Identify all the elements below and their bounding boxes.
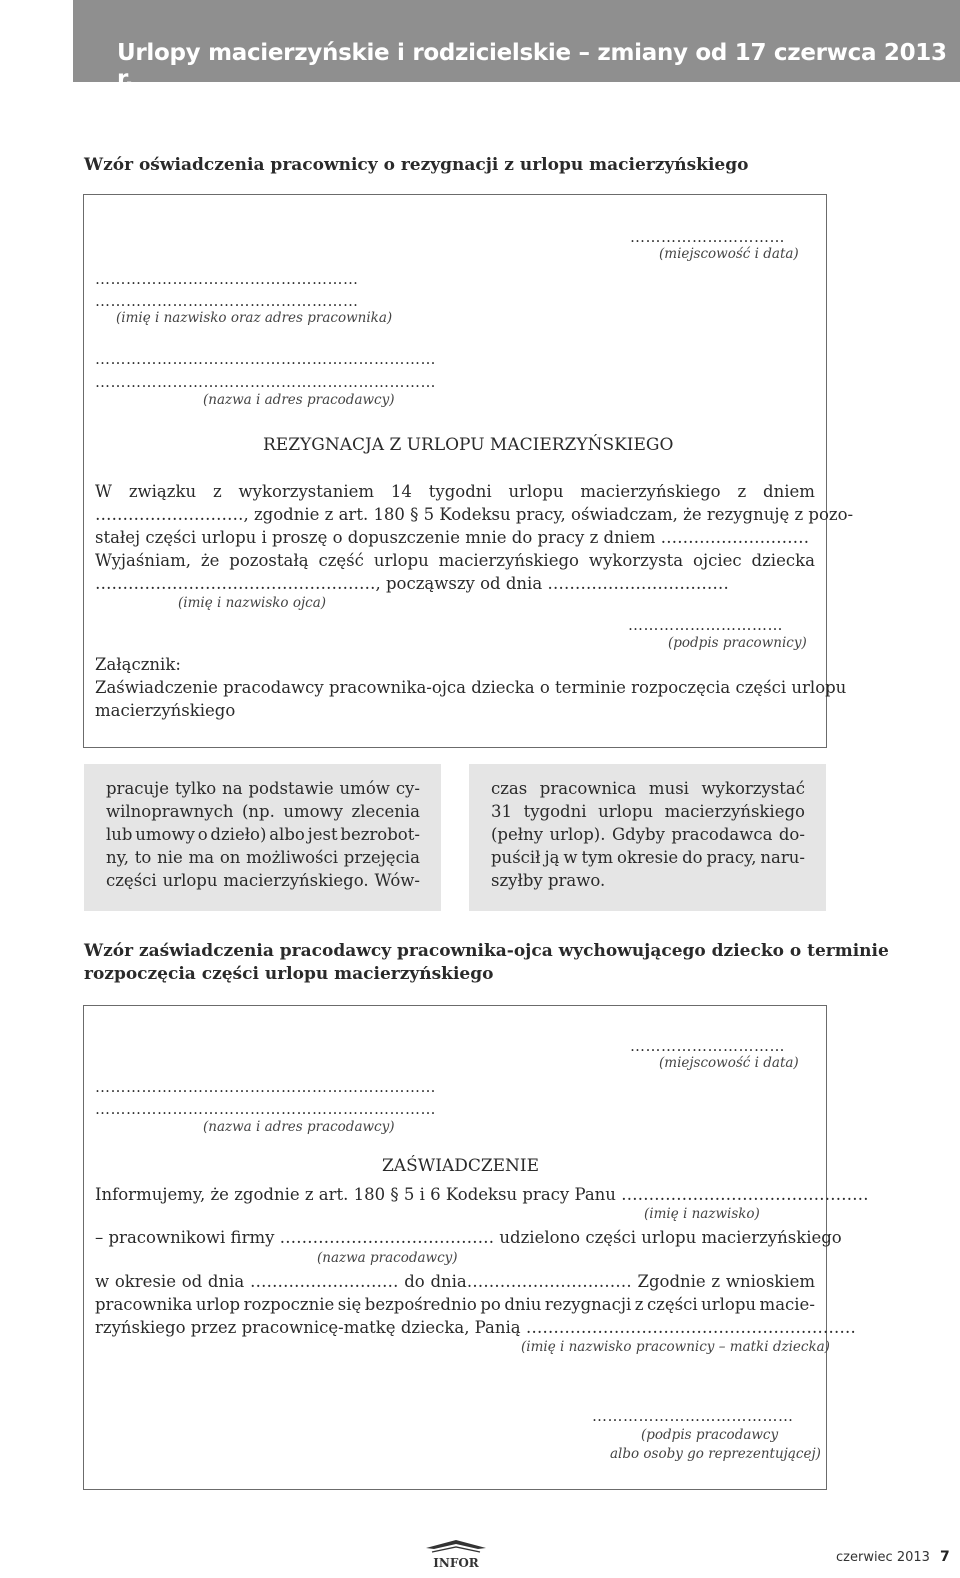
word: dziecka (751, 551, 815, 570)
form1-employee-line1: …………………………………………… (95, 270, 359, 288)
form2-section-title-line2: rozpoczęcia części urlopu macierzyńskiego (84, 964, 494, 984)
word: pozostałą (229, 551, 309, 570)
word: ją (544, 848, 560, 867)
form1-employer-line1: ………………………………………………………… (95, 350, 436, 368)
form1-employer-line2: ………………………………………………………… (95, 373, 436, 391)
word: dniu (504, 1295, 542, 1314)
word: po (480, 1295, 501, 1314)
word: macie- (759, 1295, 815, 1314)
infor-logo (418, 1538, 494, 1570)
word: bezrobot- (340, 825, 420, 844)
sidebar-line (106, 825, 420, 844)
form2-sign-caption-line2: albo osoby go reprezentującej) (610, 1446, 821, 1462)
word: W (95, 482, 112, 501)
word: musi (648, 779, 689, 798)
word: dniem (763, 482, 815, 501)
word: od (181, 1272, 203, 1291)
word: albo (269, 825, 305, 844)
word: pracownika (95, 1295, 193, 1314)
form1-para2-line1 (95, 551, 815, 570)
form1-employee-line2: …………………………………………… (95, 292, 359, 310)
word: ny, (106, 848, 130, 867)
word: z (737, 482, 747, 501)
form2-sign-caption-line1: (podpis pracodawcy (641, 1427, 779, 1443)
sidebar-line (491, 848, 805, 867)
word: ……………………… (249, 1272, 399, 1291)
footer-date: czerwiec 2013 (836, 1550, 930, 1565)
word: przejęcia (343, 848, 420, 867)
form2-line2: – pracownikowi firmy ………………………………… udzielono części urlopu macierzyńskiego (95, 1228, 842, 1247)
word: ojciec (693, 551, 742, 570)
word: ma (188, 848, 215, 867)
word: szyłby prawo. (491, 871, 606, 890)
form1-attachment-line1: Zaświadczenie pracodawcy pracownika-ojca dziecka o terminie rozpoczęcia części urlopu (95, 678, 847, 697)
word: podstawie (248, 779, 334, 798)
word: jest (307, 825, 338, 844)
word: możliwości (246, 848, 339, 867)
form2-mother-caption: (imię i nazwisko pracownicy – matki dziecka) (521, 1339, 830, 1355)
word: się (337, 1295, 362, 1314)
word: wykorzysta (588, 551, 684, 570)
word: naru- (760, 848, 805, 867)
header-bar (73, 0, 960, 92)
form2-employer-line1: ………………………………………………………… (95, 1078, 436, 1096)
page-number: 7 (940, 1549, 950, 1565)
form1-attachment-line2: macierzyńskiego (95, 701, 236, 720)
word: (pełny (491, 825, 544, 844)
page-title: Urlopy macierzyńskie i rodzicielskie – zmiany od 17 czerwca 2013 r. (117, 40, 947, 92)
word: macierzyńskiego (664, 802, 805, 821)
word: umowy (283, 802, 343, 821)
word: do (682, 848, 703, 867)
word: czas (491, 779, 528, 798)
word: pracy, (706, 848, 757, 867)
sidebar-line (106, 779, 420, 798)
word: dzieło) (210, 825, 267, 844)
form1-heading: REZYGNACJA Z URLOPU MACIERZYŃSKIEGO (263, 435, 674, 455)
form2-employer-line2: ………………………………………………………… (95, 1100, 436, 1118)
word: do (404, 1272, 425, 1291)
form2-line5: rzyńskiego przez pracownicę-matkę dziecka, Panią …………………………………………………… (95, 1318, 856, 1337)
form2-name-caption: (imię i nazwisko) (644, 1206, 760, 1222)
word: do- (778, 825, 805, 844)
form2-line3 (95, 1272, 815, 1291)
word: (np. (241, 802, 275, 821)
form1-place-dots: ………………………… (630, 228, 785, 246)
sidebar-line (106, 848, 420, 867)
word: okresie (617, 848, 679, 867)
form2-employer-caption: (nazwa i adres pracodawcy) (203, 1119, 395, 1135)
word: tym (581, 848, 614, 867)
form1-sign-dots: ………………………… (628, 616, 783, 634)
word: wnioskiem (725, 1272, 815, 1291)
word: części (646, 1295, 698, 1314)
word: z (212, 482, 222, 501)
form1-place-caption: (miejscowość i data) (659, 246, 799, 262)
word: bezpośrednio (364, 1295, 477, 1314)
word: wykorzystaniem (238, 482, 375, 501)
word: wykorzystać (701, 779, 805, 798)
word: rozpocznie (243, 1295, 335, 1314)
sidebar-line (106, 802, 420, 821)
word: Wów- (374, 871, 420, 890)
word: tygodni (428, 482, 492, 501)
word: wilnoprawnych (106, 802, 234, 821)
form2-place-dots: ………………………… (630, 1037, 785, 1055)
word: z (711, 1272, 721, 1291)
word: umowy (135, 825, 195, 844)
word: Zgodnie (637, 1272, 706, 1291)
form1-sign-caption: (podpis pracownicy) (668, 635, 807, 651)
word: nie (157, 848, 183, 867)
word: pracownica (539, 779, 637, 798)
sidebar-line (106, 871, 420, 890)
word: lub (106, 825, 133, 844)
word: o (197, 825, 208, 844)
word: to (134, 848, 152, 867)
word: on (219, 848, 241, 867)
word: na (222, 779, 243, 798)
word: umów (339, 779, 390, 798)
form2-sign-dots: ………………………………… (592, 1407, 794, 1425)
word: w (95, 1272, 110, 1291)
sidebar-line (491, 802, 805, 821)
form2-heading: ZAŚWIADCZENIE (382, 1156, 540, 1176)
form1-para1-line2: ………………………, zgodnie z art. 180 § 5 Kodeksu pracy, oświadczam, że rezygnuję z pozo- (95, 505, 854, 524)
word: z (634, 1295, 644, 1314)
word: pracodawca (671, 825, 773, 844)
word: w (563, 848, 578, 867)
form1-para1-line3: stałej części urlopu i proszę o dopuszczenie mnie do pracy z dniem ……………………… (95, 528, 810, 547)
sidebar-line (491, 871, 605, 890)
word: okresie (114, 1272, 176, 1291)
word: rezygnacji (544, 1295, 632, 1314)
word: dnia (207, 1272, 245, 1291)
form1-attachment-label: Załącznik: (95, 655, 181, 674)
word: dnia………………………… (430, 1272, 632, 1291)
word: urlopu (598, 802, 654, 821)
word: urlop (195, 1295, 241, 1314)
word: pracuje (106, 779, 170, 798)
word: 31 (491, 802, 512, 821)
form1-father-caption: (imię i nazwisko ojca) (178, 595, 327, 611)
sidebar-line (491, 779, 805, 798)
form1-employee-caption: (imię i nazwisko oraz adres pracownika) (116, 310, 393, 326)
word: że (200, 551, 220, 570)
word: macierzyńskiego (580, 482, 721, 501)
word: urlop). (549, 825, 606, 844)
word: części (106, 871, 157, 890)
word: urlopu (701, 1295, 757, 1314)
form2-line4 (95, 1295, 815, 1314)
word: część (318, 551, 364, 570)
word: urlopu (373, 551, 429, 570)
word: tygodni (523, 802, 587, 821)
form1-para2-line2: ……………………………………………, począwszy od dnia …………………………… (95, 574, 729, 593)
word: tylko (174, 779, 217, 798)
word: cy- (395, 779, 420, 798)
word: macierzyńskiego (438, 551, 579, 570)
infor-logo-text: INFOR (433, 1556, 479, 1570)
form1-section-title: Wzór oświadczenia pracownicy o rezygnacji z urlopu macierzyńskiego (84, 155, 749, 175)
sidebar-line (491, 825, 805, 844)
form2-line1: Informujemy, że zgodnie z art. 180 § 5 i 6 Kodeksu pracy Panu ……………………………………… (95, 1185, 869, 1204)
form2-firm-caption: (nazwa pracodawcy) (317, 1250, 458, 1266)
word: zlecenia (351, 802, 420, 821)
word: Wyjaśniam, (95, 551, 191, 570)
word: urlopu (508, 482, 564, 501)
form2-place-caption: (miejscowość i data) (659, 1055, 799, 1071)
form1-para1-line1 (95, 482, 815, 501)
word: urlopu (162, 871, 218, 890)
word: Gdyby (611, 825, 665, 844)
form1-employer-caption: (nazwa i adres pracodawcy) (203, 392, 395, 408)
word: 14 (390, 482, 412, 501)
word: puścił (491, 848, 541, 867)
word: macierzyńskiego. (223, 871, 369, 890)
word: związku (128, 482, 197, 501)
form2-section-title-line1: Wzór zaświadczenia pracodawcy pracownika-ojca wychowującego dziecko o terminie (84, 941, 889, 961)
